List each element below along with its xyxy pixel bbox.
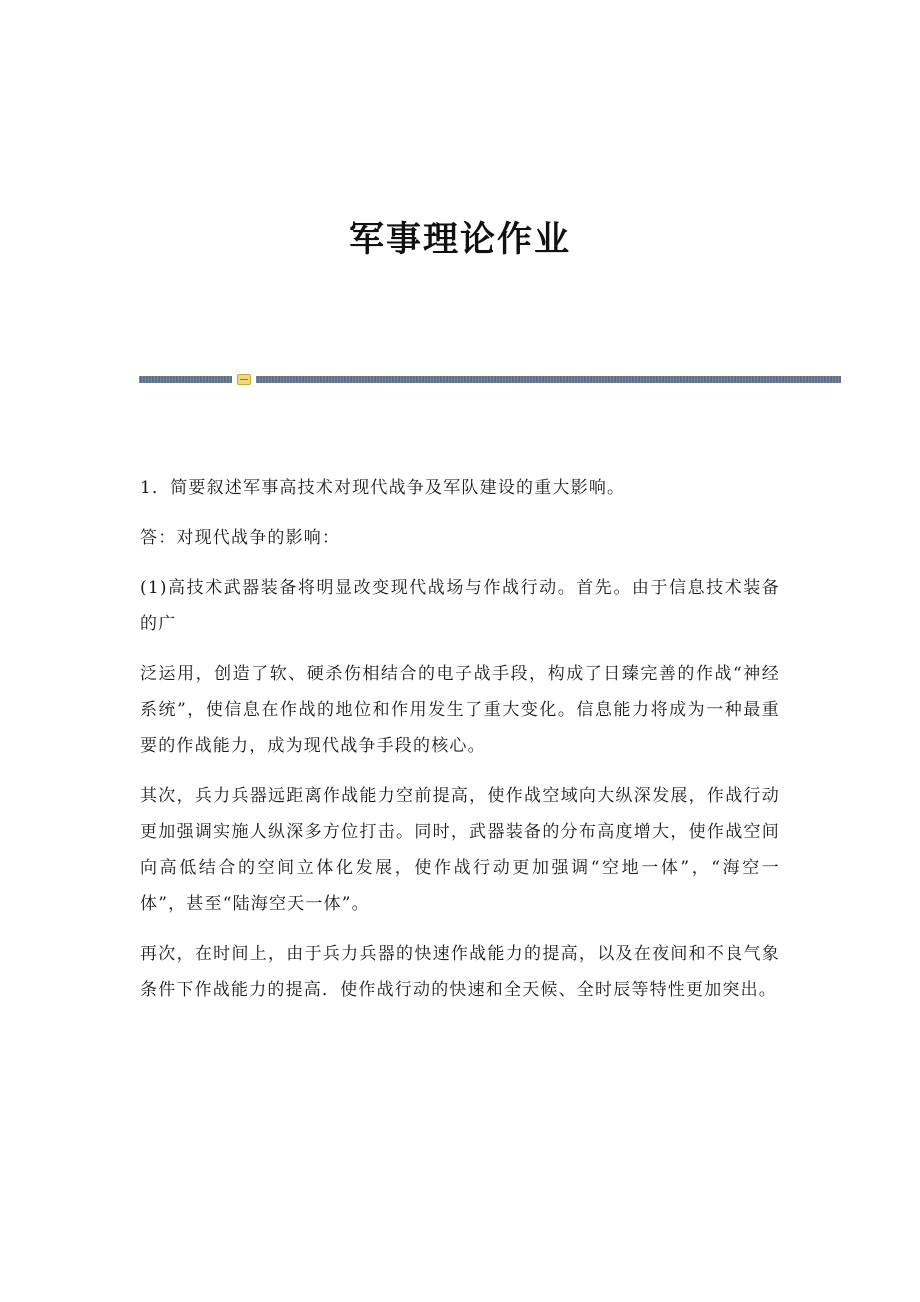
answer-intro: 答：对现代战争的影响：	[140, 528, 341, 548]
body-paragraph: 再次，在时间上，由于兵力兵器的快速作战能力的提高，以及在夜间和不良气象条件下作战能力的提高．使作战行动的快速和全天候、全时辰等特性更加突出。	[140, 944, 780, 1000]
document-title: 军事理论作业	[348, 220, 571, 260]
divider-bar-right	[256, 376, 841, 383]
document-body	[140, 470, 780, 1022]
body-paragraph: 泛运用，创造了软、硬杀伤相结合的电子战手段，构成了日臻完善的作战“神经系统”，使信息在作战的地位和作用发生了重大变化。信息能力将成为一种最重要的作战能力，成为现代战争手段的核心。	[140, 664, 780, 756]
divider-bar-left	[139, 376, 232, 383]
question-heading: 1．简要叙述军事高技术对现代战争及军队建设的重大影响。	[140, 478, 626, 498]
divider-emblem-icon	[237, 374, 251, 385]
title-divider	[139, 374, 841, 386]
body-paragraph: (1)高技术武器装备将明显改变现代战场与作战行动。首先。由于信息技术装备的广	[140, 578, 780, 634]
body-paragraph: 其次，兵力兵器远距离作战能力空前提高，使作战空域向大纵深发展，作战行动更加强调实施人纵深多方位打击。同时，武器装备的分布高度增大，使作战空间向高低结合的空间立体化发展，使作战行动更加强调“空地一体”，“海空一体”，甚至“陆海空天一体”。	[140, 786, 780, 914]
